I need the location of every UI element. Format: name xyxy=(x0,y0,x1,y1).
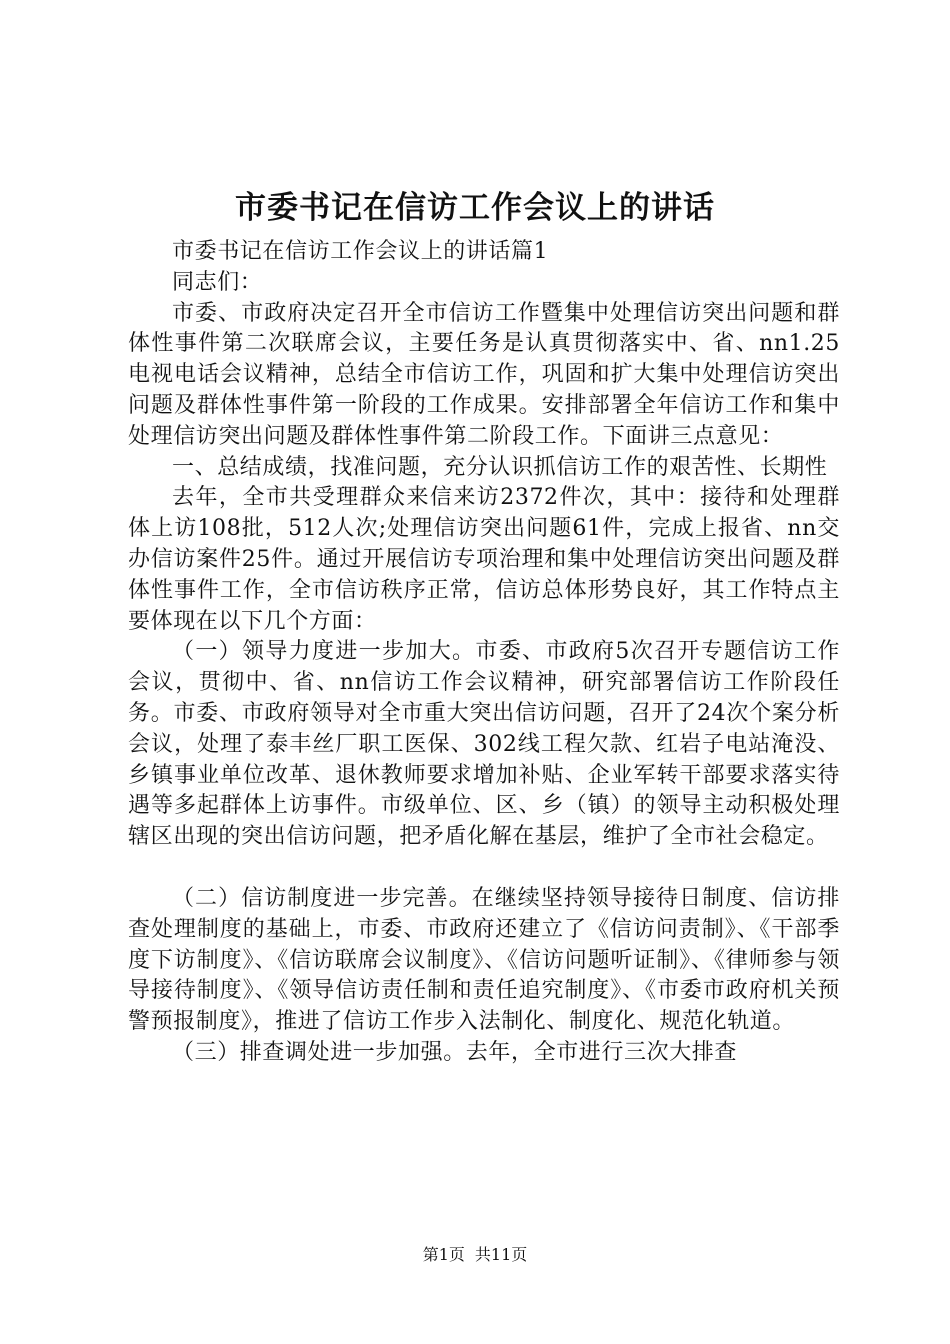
document-body xyxy=(128,237,840,1069)
paragraph-section-heading: 一、总结成绩，找准问题，充分认识抓信访工作的艰苦性、长期性 xyxy=(172,454,828,480)
paragraph-point-1: （一）领导力度进一步加大。市委、市政府5次召开专题信访工作会议，贯彻中、省、nn信访工作会议精神，研究部署信访工作阶段任务。市委、市政府领导对全市重大突出信访问题，召开了24次个案分析会议，处理了泰丰丝厂职工医保、302线工程欠款、红岩子电站淹没、乡镇事业单位改革、退休教师要求增加补贴、企业军转干部要求落实待遇等多起群体上访事件。市级单位、区、乡（镇）的领导主动积极处理辖区出现的突出信访问题，把矛盾化解在基层，维护了全市社会稳定。 xyxy=(128,639,840,850)
page-total: 共11页 xyxy=(474,1245,528,1264)
document-title: 市委书记在信访工作会议上的讲话 xyxy=(235,190,715,226)
paragraph-salutation: 同志们： xyxy=(172,269,263,295)
paragraph-subtitle: 市委书记在信访工作会议上的讲话篇1 xyxy=(172,239,549,264)
paragraph-summary: 去年，全市共受理群众来信来访2372件次，其中：接待和处理群体上访108批，512人次;处理信访突出问题61件，完成上报省、nn交办信访案件25件。通过开展信访专项治理和集中处理信访突出问题及群体性事件工作，全市信访秩序正常，信访总体形势良好，其工作特点主要体现在以下几个方面： xyxy=(128,485,840,634)
paragraph-intro: 市委、市政府决定召开全市信访工作暨集中处理信访突出问题和群体性事件第二次联席会议，主要任务是认真贯彻落实中、省、nn1.25电视电话会议精神，总结全市信访工作，巩固和扩大集中处理信访突出问题及群体性事件第一阶段的工作成果。安排部署全年信访工作和集中处理信访突出问题及群体性事件第二阶段工作。下面讲三点意见： xyxy=(128,300,840,449)
paragraph-point-3: （三）排查调处进一步加强。去年，全市进行三次大排查 xyxy=(172,1039,738,1065)
page-footer xyxy=(0,1244,950,1266)
page-number: 第1页 xyxy=(422,1245,465,1264)
paragraph-point-2: （二）信访制度进一步完善。在继续坚持领导接待日制度、信访排查处理制度的基础上，市委、市政府还建立了《信访问责制》、《干部季度下访制度》、《信访联席会议制度》、《信访问题听证制》、《律师参与领导接待制度》、《领导信访责任制和责任追究制度》、《市委市政府机关预警预报制度》，推进了信访工作步入法制化、制度化、规范化轨道。 xyxy=(128,885,840,1035)
